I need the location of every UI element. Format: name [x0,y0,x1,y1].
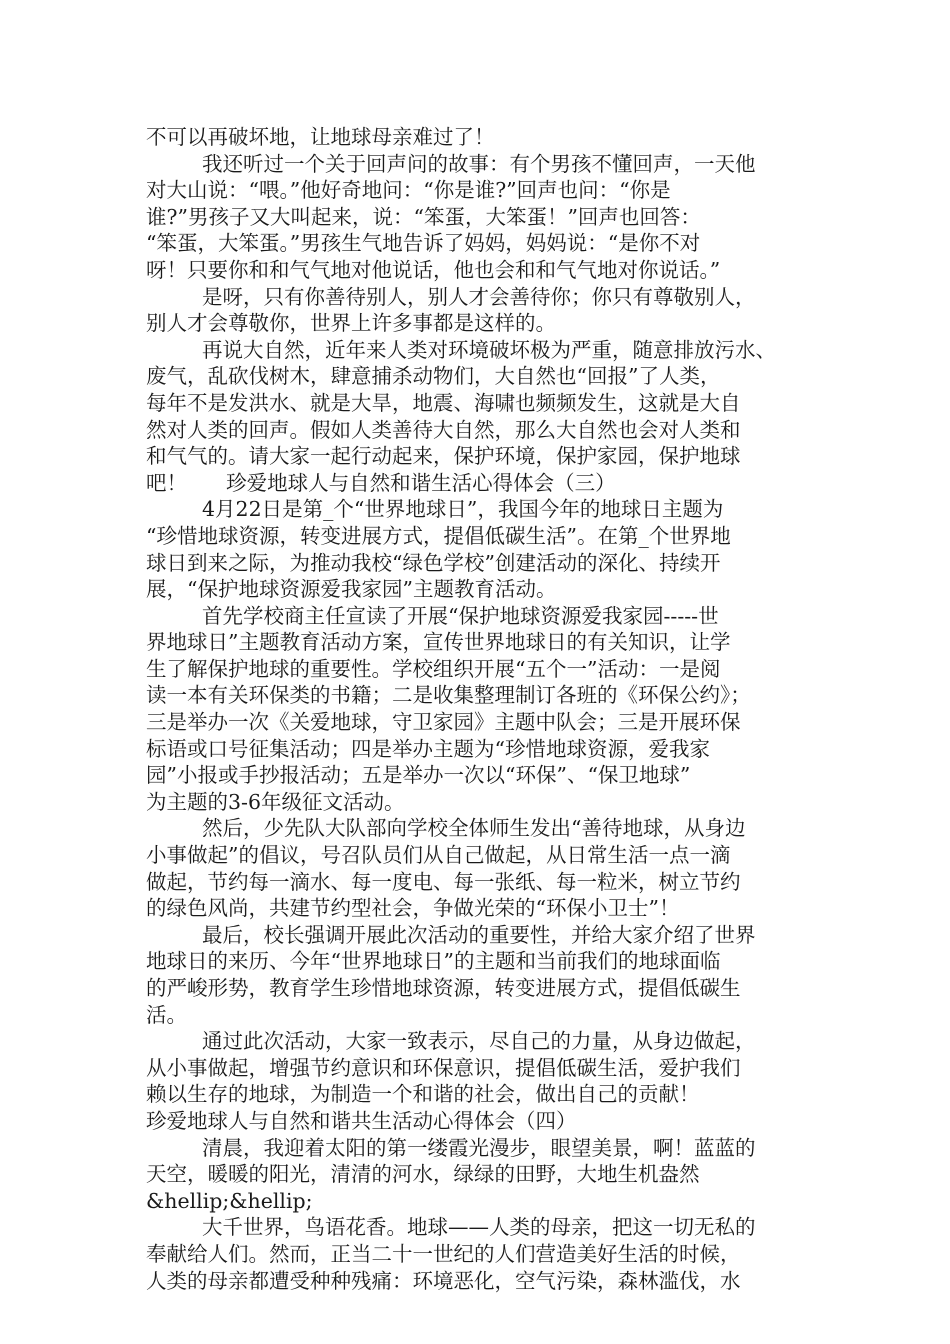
text-line: 4月22日是第_个“世界地球日”，我国今年的地球日主题为 [202,497,724,522]
text-line: 标语或口号征集活动；四是举办主题为“珍惜地球资源，爱我家 [146,736,710,761]
text-line: 界地球日”主题教育活动方案，宣传世界地球日的有关知识，让学 [146,630,731,655]
text-line: 球日到来之际，为推动我校“绿色学校”创建活动的深化、持续开 [146,550,721,575]
text-line: 最后，校长强调开展此次活动的重要性，并给大家介绍了世界 [202,922,756,947]
text-line: 为主题的3-6年级征文活动。 [146,789,405,814]
text-line: 吧！ 珍爱地球人与自然和谐生活心得体会（三） [146,470,616,495]
text-line: 从小事做起，增强节约意识和环保意识，提倡低碳生活，爱护我们 [146,1055,741,1080]
text-line: “笨蛋，大笨蛋。”男孩生气地告诉了妈妈，妈妈说：“是你不对 [146,231,701,256]
text-line: 再说大自然，近年来人类对环境破坏极为严重，随意排放污水、 [202,337,776,362]
text-line: 的严峻形势，教育学生珍惜地球资源，转变进展方式，提倡低碳生 [146,976,741,1000]
text-line: 我还听过一个关于回声问的故事：有个男孩不懂回声，一天他 [202,151,756,176]
text-line: 别人才会尊敬你，世界上许多事都是这样的。 [146,311,556,336]
text-line: 首先学校商主任宣读了开展“保护地球资源爱我家园-----世 [202,603,719,628]
text-line: 然后，少先队大队部向学校全体师生发出“善待地球，从身边 [202,816,746,841]
text-line: 赖以生存的地球，为制造一个和谐的社会，做出自己的贡献！ [146,1082,700,1107]
text-line: 不可以再破坏地，让地球母亲难过了！ [146,125,495,149]
text-line: 园”小报或手抄报活动；五是举办一次以“环保”、“保卫地球” [146,763,691,788]
text-line: 呀！只要你和和气气地对他说话，他也会和和气气地对你说话。” [146,257,721,282]
text-line: “珍惜地球资源，转变进展方式，提倡低碳生活”。在第_个世界地 [146,523,731,548]
text-line: 每年不是发洪水、就是大旱，地震、海啸也频频发生，这就是大自 [146,390,741,415]
text-line: 奉献给人们。然而，正当二十一世纪的人们营造美好生活的时候， [146,1241,741,1266]
text-line: 然对人类的回声。假如人类善待大自然，那么大自然也会对人类和 [146,417,741,442]
text-line: 生了解保护地球的重要性。学校组织开展“五个一”活动：一是阅 [146,656,721,681]
text-line: 做起，节约每一滴水、每一度电、每一张纸、每一粒米，树立节约 [146,869,741,894]
text-line: 人类的母亲都遭受种种残痛：环境恶化，空气污染，森林滥伐，水 [146,1268,741,1293]
text-line: 对大山说：“喂。”他好奇地问：“你是谁?”回声也问：“你是 [146,178,671,203]
text-line: 天空，暖暖的阳光，清清的河水，绿绿的田野，大地生机盎然 [146,1162,700,1187]
text-line: 大千世界，鸟语花香。地球——人类的母亲，把这一切无私的 [202,1215,756,1240]
text-line: 的绿色风尚，共建节约型社会，争做光荣的“环保小卫士”！ [146,896,680,921]
document-body [146,124,826,1294]
text-line: 活。 [146,1002,187,1027]
text-line: 展，“保护地球资源爱我家园”主题教育活动。 [146,577,557,602]
text-line: 废气，乱砍伐树木，肆意捕杀动物们，大自然也“回报”了人类， [146,364,721,389]
text-line: 地球日的来历、今年“世界地球日”的主题和当前我们的地球面临 [146,949,721,974]
text-line: 谁?”男孩子又大叫起来，说：“笨蛋，大笨蛋！”回声也回答： [146,204,701,229]
text-line: 读一本有关环保类的书籍；二是收集整理制订各班的《环保公约》； [146,683,751,708]
text-line: 通过此次活动，大家一致表示，尽自己的力量，从身边做起， [202,1029,756,1054]
text-line: &hellip;&hellip; [146,1188,313,1213]
text-line: 是呀，只有你善待别人，别人才会善待你；你只有尊敬别人， [202,284,756,309]
text-line: 三是举办一次《关爱地球，守卫家园》主题中队会；三是开展环保 [146,710,741,735]
text-line: 小事做起”的倡议，号召队员们从自己做起，从日常生活一点一滴 [146,843,731,868]
text-line: 珍爱地球人与自然和谐共生活动心得体会（四） [146,1108,577,1133]
text-line: 清晨，我迎着太阳的第一缕霞光漫步，眼望美景，啊！蓝蓝的 [202,1135,756,1160]
text-line: 和气气的。请大家一起行动起来，保护环境，保护家园，保护地球 [146,444,741,469]
